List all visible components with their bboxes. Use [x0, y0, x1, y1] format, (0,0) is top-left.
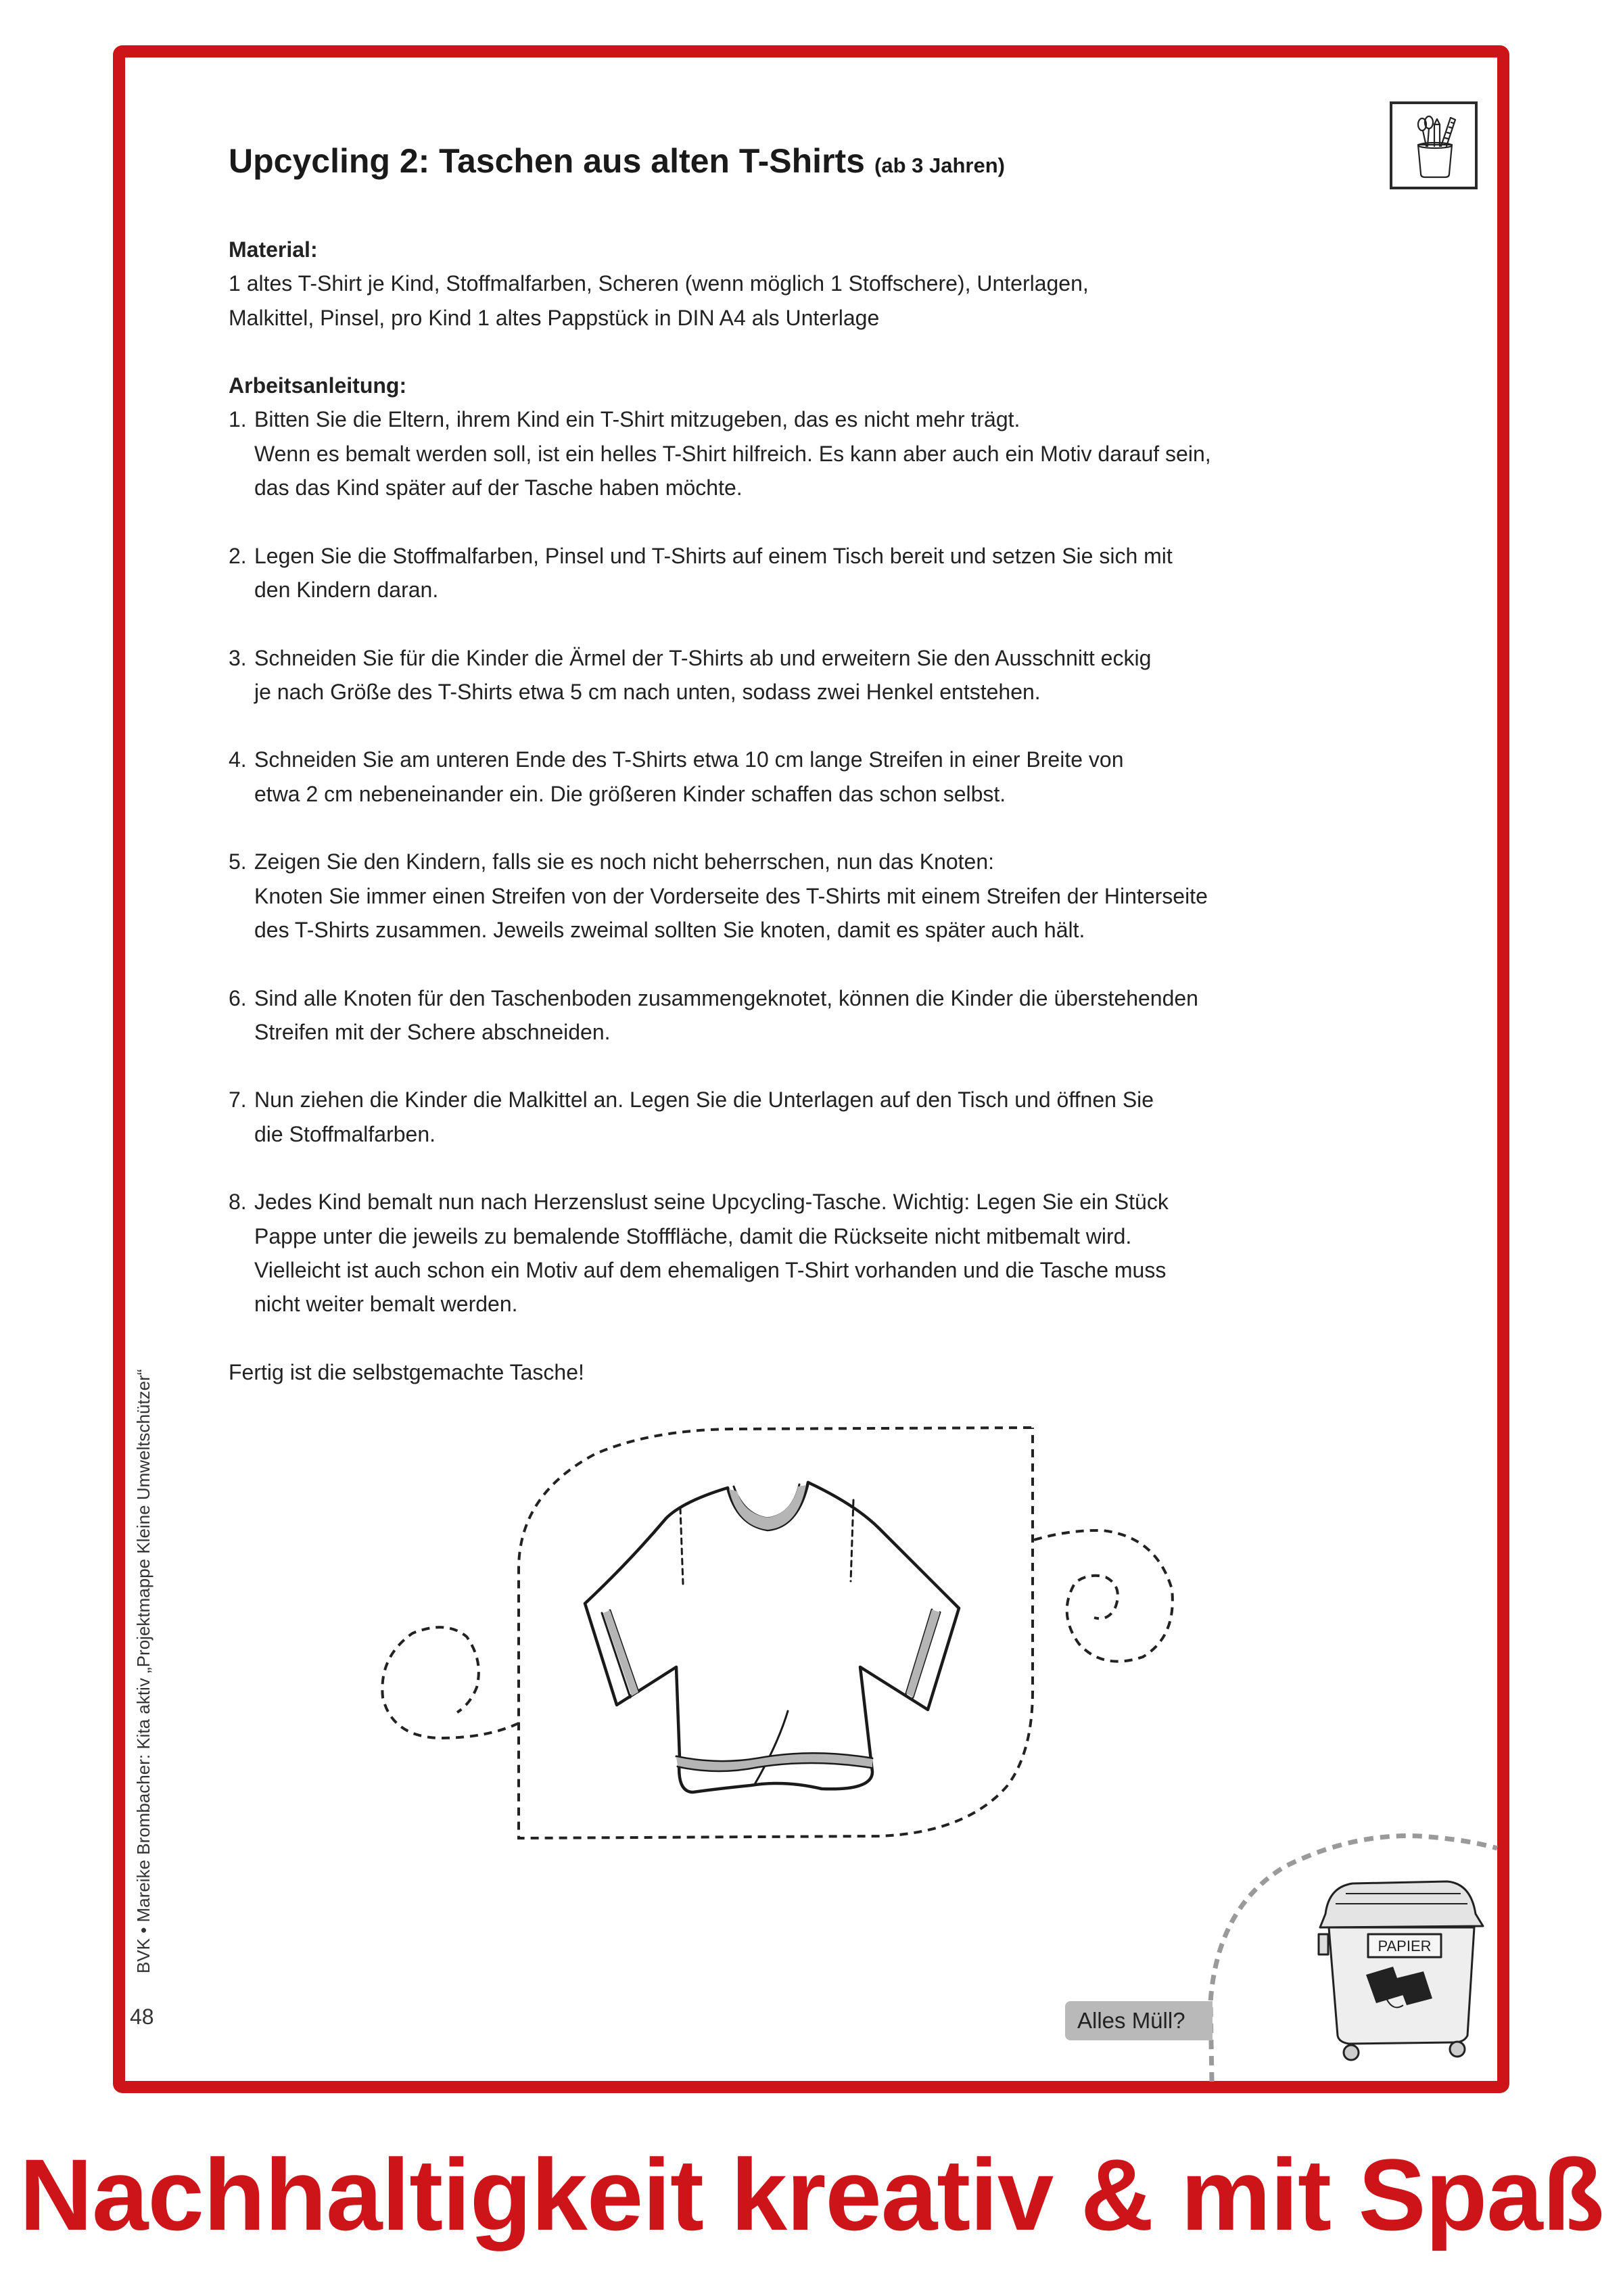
bin-label: PAPIER — [1378, 1938, 1432, 1954]
step-number: 3. — [229, 645, 247, 670]
step-text: Legen Sie die Stoffmalfarben, Pinsel und T-Shirts auf einem Tisch bereit und setzen Sie sich mit — [254, 543, 1173, 568]
step-text: Sind alle Knoten für den Taschenboden zusammengeknotet, können die Kinder die überstehenden — [254, 985, 1198, 1010]
stripe-fills — [603, 1485, 940, 1771]
step-text: Streifen mit der Schere abschneiden. — [254, 1019, 611, 1044]
step-text: Zeigen Sie den Kindern, falls sie es noch nicht beherrschen, nun das Knoten: — [254, 849, 995, 874]
step-text: Knoten Sie immer einen Streifen von der Vorderseite des T-Shirts mit einem Streifen der Hinterseite — [254, 883, 1208, 908]
step-number: 5. — [229, 849, 247, 874]
paper-bin-icon — [1319, 1881, 1483, 2060]
step-text: etwa 2 cm nebeneinander ein. Die größeren Kinder schaffen das schon selbst. — [254, 781, 1006, 806]
closing-line: Fertig ist die selbstgemachte Tasche! — [229, 1359, 584, 1384]
step-text: Pappe unter die jeweils zu bemalende Stofffläche, damit die Rückseite nicht mitbemalt wird. — [254, 1223, 1132, 1248]
step-text: je nach Größe des T-Shirts etwa 5 cm nach unten, sodass zwei Henkel entstehen. — [254, 679, 1041, 704]
material-heading: Material: — [229, 237, 318, 262]
left-spiral — [382, 1627, 519, 1738]
step-text: Jedes Kind bemalt nun nach Herzenslust seine Upcycling-Tasche. Wichtig: Legen Sie ein Stück — [254, 1190, 1169, 1215]
right-spiral — [1034, 1530, 1173, 1662]
title-text: Upcycling 2: Taschen aus alten T-Shirts — [229, 142, 865, 180]
step-number: 8. — [229, 1190, 247, 1215]
step-text: Wenn es bemalt werden soll, ist ein helles T-Shirt hilfreich. Es kann aber auch ein Motiv darauf sein, — [254, 441, 1211, 466]
instructions-heading: Arbeitsanleitung: — [229, 373, 407, 398]
step-text: Nun ziehen die Kinder die Malkittel an. Legen Sie die Unterlagen auf den Tisch und öffnen Sie — [254, 1087, 1154, 1112]
step-text: Vielleicht ist auch schon ein Motiv auf dem ehemaligen T-Shirt vorhanden und die Tasche muss — [254, 1257, 1167, 1282]
step-number: 7. — [229, 1087, 247, 1112]
step-number: 4. — [229, 747, 247, 772]
step-text: Bitten Sie die Eltern, ihrem Kind ein T-Shirt mitzugeben, das es nicht mehr trägt. — [254, 407, 1020, 432]
step-text: Schneiden Sie für die Kinder die Ärmel der T-Shirts ab und erweitern Sie den Ausschnitt eckig — [254, 645, 1152, 670]
step-text: Schneiden Sie am unteren Ende des T-Shirts etwa 10 cm lange Streifen in einer Breite von — [254, 747, 1124, 772]
step-text: den Kindern daran. — [254, 577, 439, 602]
step-number: 6. — [229, 985, 247, 1010]
page-number: 48 — [130, 2005, 154, 2029]
material-line: Malkittel, Pinsel, pro Kind 1 altes Pappstück in DIN A4 als Unterlage — [229, 305, 880, 330]
chapter-badge: Alles Müll? — [1065, 2001, 1213, 2040]
step-text: das das Kind später auf der Tasche haben möchte. — [254, 475, 743, 500]
step-number: 2. — [229, 543, 247, 568]
step-text: des T-Shirts zusammen. Jeweils zweimal sollten Sie knoten, damit es später auch hält. — [254, 917, 1085, 942]
side-credit: BVK • Mareike Brombacher: Kita aktiv „Projektmappe Kleine Umweltschützer“ — [133, 1369, 154, 1973]
step-number: 1. — [229, 407, 247, 432]
step-text: die Stoffmalfarben. — [254, 1121, 436, 1146]
age-subtitle: (ab 3 Jahren) — [874, 154, 1005, 177]
bottom-banner: Nachhaltigkeit kreativ & mit Spaß — [19, 2138, 1604, 2251]
step-text: nicht weiter bemalt werden. — [254, 1292, 518, 1317]
dashed-cut-outline — [382, 1428, 1173, 1838]
material-line: 1 altes T-Shirt je Kind, Stoffmalfarben, Scheren (wenn möglich 1 Stoffschere), Unterlagen, — [229, 271, 1089, 296]
